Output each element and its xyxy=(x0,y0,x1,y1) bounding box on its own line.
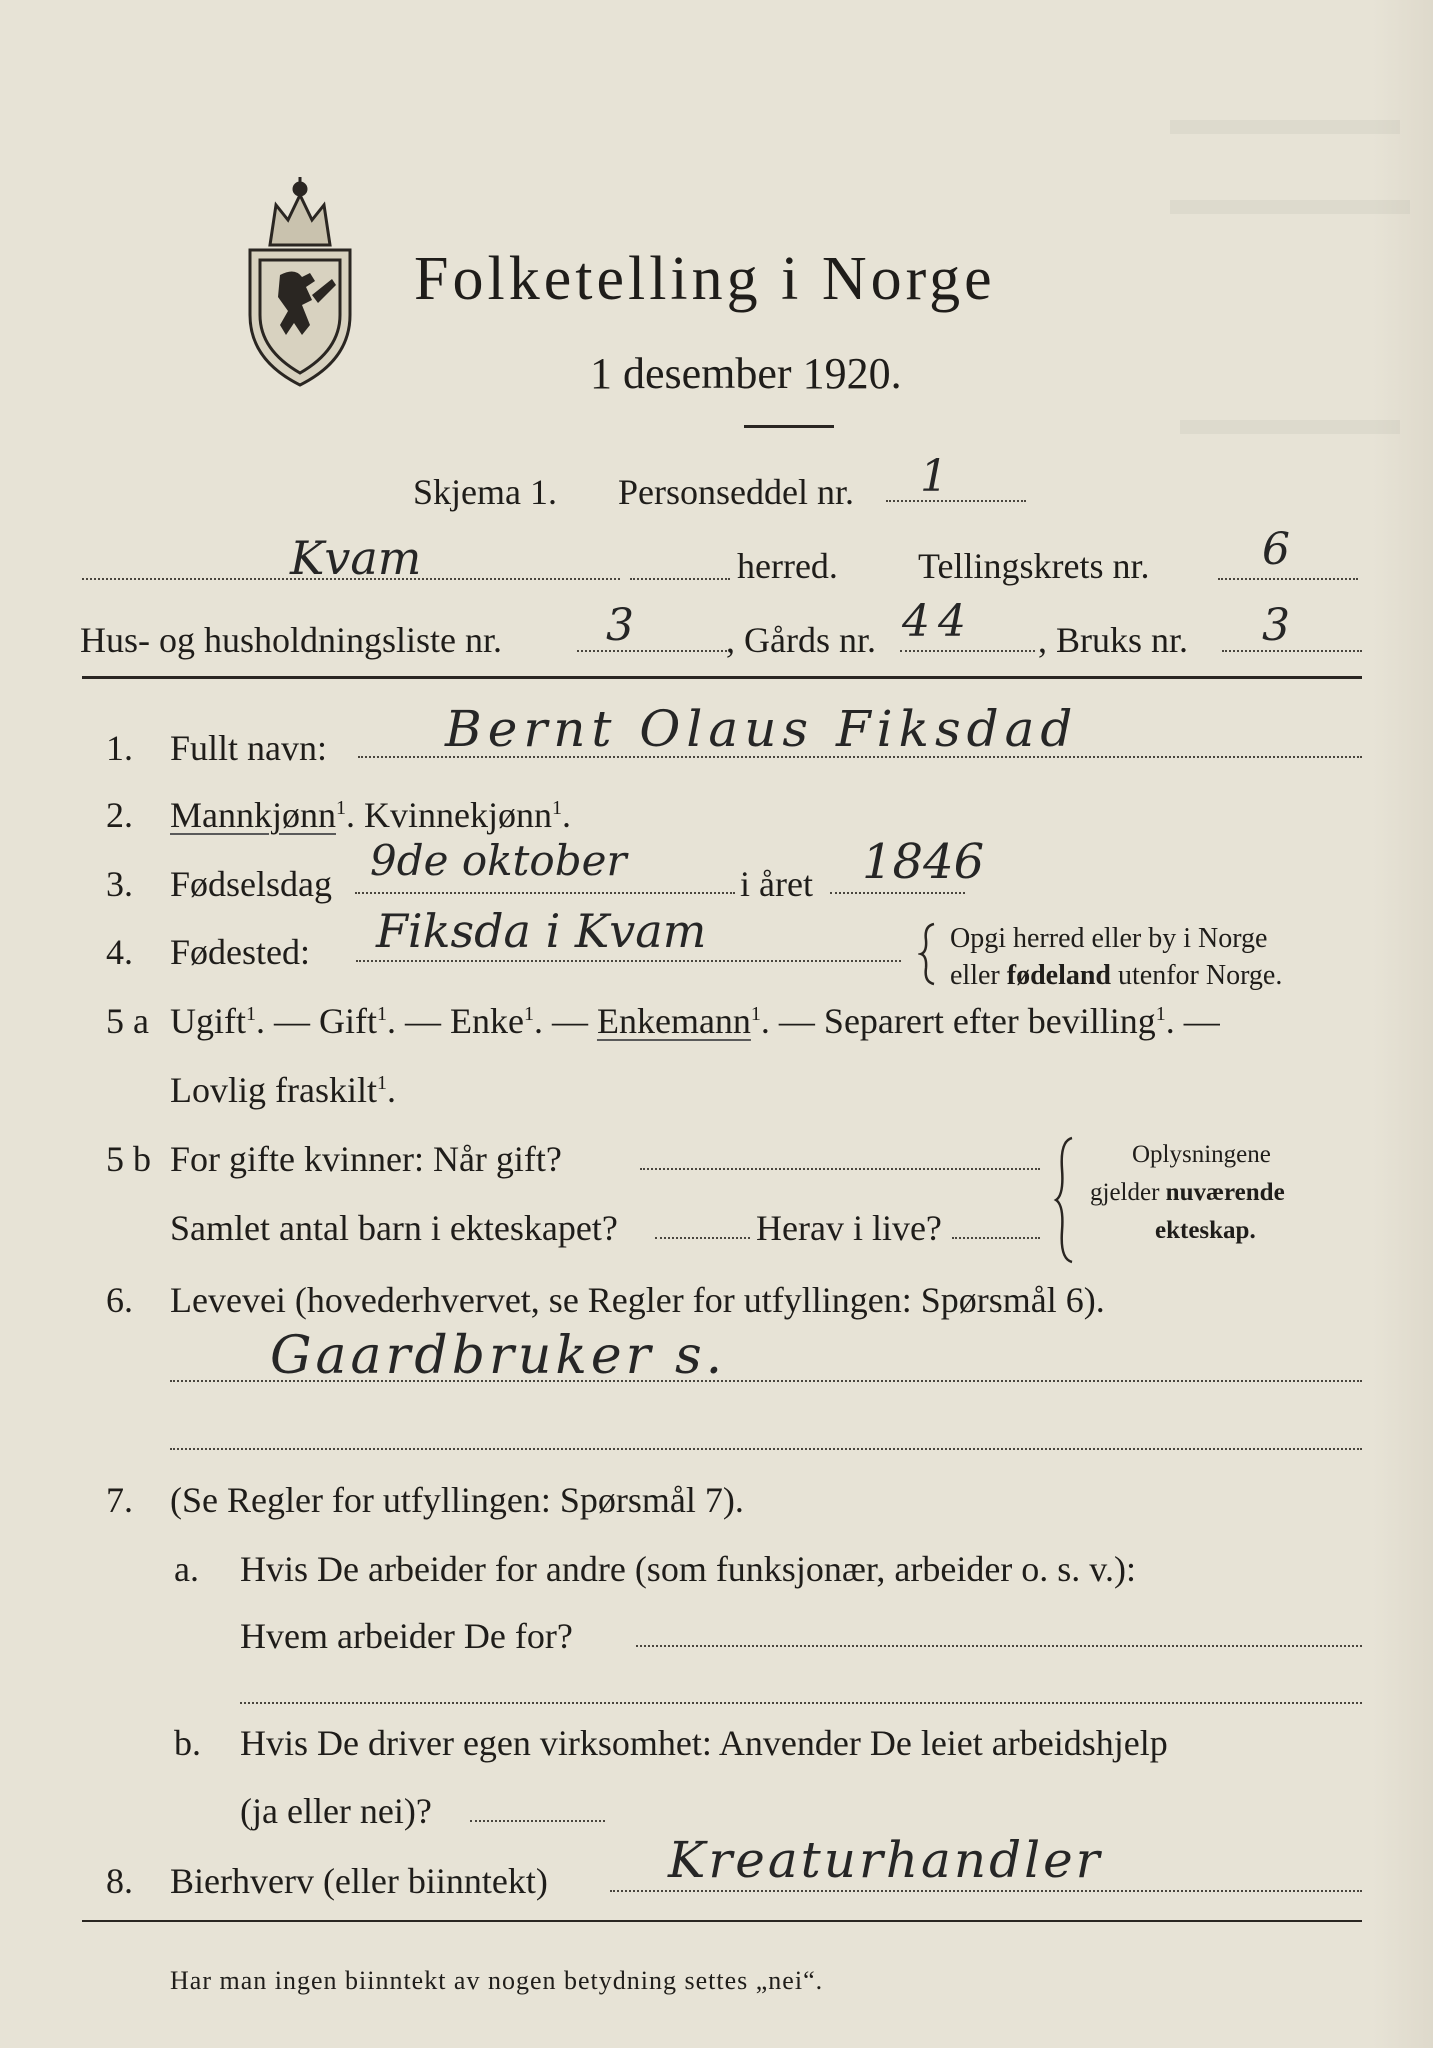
section-rule xyxy=(82,676,1362,679)
option-enke[interactable]: Enke xyxy=(450,1001,524,1041)
occupation-field-line2[interactable] xyxy=(170,1448,1362,1450)
option-ugift[interactable]: Ugift xyxy=(170,1001,246,1041)
bleed-through-mark xyxy=(1180,420,1400,434)
tellingskrets-label: Tellingskrets nr. xyxy=(918,546,1150,586)
birthday-field[interactable] xyxy=(355,892,735,894)
herred-field-extension xyxy=(630,578,730,580)
employer-field-line2[interactable] xyxy=(240,1702,1362,1704)
option-kvinnekjonn[interactable]: Kvinnekjønn xyxy=(364,795,552,835)
birthday-value: 9de oktober xyxy=(370,836,627,885)
side-income-value: Kreaturhandler xyxy=(668,1831,1103,1889)
q5b-note-line3: ekteskap. xyxy=(1155,1217,1256,1244)
option-gift[interactable]: Gift xyxy=(319,1001,377,1041)
bruks-label: , Bruks nr. xyxy=(1038,620,1189,660)
norwegian-lion-coat-of-arms-icon xyxy=(240,175,360,390)
hus-field[interactable] xyxy=(577,650,727,652)
q5b-note-line1: Oplysningene xyxy=(1132,1141,1271,1168)
personseddel-label: Personseddel nr. xyxy=(618,472,854,512)
children-count-field[interactable] xyxy=(655,1237,750,1239)
q5b-number: 5 b xyxy=(106,1139,151,1179)
q7b-letter: b. xyxy=(174,1723,201,1763)
occupation-value: Gaardbruker s. xyxy=(270,1326,727,1386)
personseddel-field[interactable] xyxy=(886,500,1026,502)
left-brace-icon xyxy=(1052,1135,1078,1265)
hus-label: Hus- og husholdningsliste nr. xyxy=(80,620,503,660)
q3-label: Fødselsdag xyxy=(170,864,332,904)
q1-number: 1. xyxy=(106,728,133,768)
skjema-label: Skjema 1. xyxy=(413,472,557,512)
q4-note-line1: Opgi herred eller by i Norge xyxy=(950,923,1268,954)
option-enkemann[interactable]: Enkemann xyxy=(596,1001,751,1041)
q7b-text: Hvis De driver egen virksomhet: Anvender De leiet arbeidshjelp xyxy=(240,1723,1168,1763)
footer-rule xyxy=(82,1920,1362,1922)
q6-number: 6. xyxy=(106,1280,133,1320)
q7a-letter: a. xyxy=(174,1549,199,1589)
birth-year-field[interactable] xyxy=(830,892,965,894)
side-income-field[interactable] xyxy=(610,1890,1362,1892)
q8-label: Bierhverv (eller biinntekt) xyxy=(170,1861,548,1901)
birthplace-value: Fiksda i Kvam xyxy=(376,904,707,958)
census-date: 1 desember 1920. xyxy=(590,349,902,398)
footer-note: Har man ingen biinntekt av nogen betydning settes „nei“. xyxy=(170,1966,824,1995)
tellingskrets-value: 6 xyxy=(1262,524,1290,575)
herred-label: herred. xyxy=(737,546,838,586)
q3-year-label: i året xyxy=(740,864,813,904)
herred-value: Kvam xyxy=(290,531,422,585)
bruks-value: 3 xyxy=(1262,600,1290,651)
q2-options: Mannkjønn$^1$. Kvinnekjønn$^1$. xyxy=(170,795,571,835)
q7a-text: Hvis De arbeider for andre (som funksjonær, arbeider o. s. v.): xyxy=(240,1549,1136,1589)
page-title: Folketelling i Norge xyxy=(414,245,996,313)
employer-field[interactable] xyxy=(636,1645,1362,1647)
birthplace-field[interactable] xyxy=(356,960,901,962)
q4-note-line2: eller fødeland utenfor Norge. xyxy=(950,960,1283,991)
q5a-options: Ugift$^1$. — Gift$^1$. — Enke$^1$. — Enkemann$^1$. — Separert efter bevilling$^1$. — xyxy=(170,1001,1220,1041)
q6-label: Levevei (hovederhvervet, se Regler for utfyllingen: Spørsmål 6). xyxy=(170,1280,1105,1320)
left-brace-icon xyxy=(918,922,938,986)
children-alive-field[interactable] xyxy=(952,1237,1040,1239)
q8-number: 8. xyxy=(106,1861,133,1901)
hired-help-field[interactable] xyxy=(470,1820,605,1822)
q7b-sub-label: (ja eller nei)? xyxy=(240,1791,432,1831)
q5b-children-label: Samlet antal barn i ekteskapet? xyxy=(170,1208,618,1248)
gards-value: 44 xyxy=(902,596,974,647)
q4-number: 4. xyxy=(106,932,133,972)
option-lovlig-fraskilt[interactable]: Lovlig fraskilt xyxy=(170,1070,377,1110)
q5b-note-line2: gjelder nuværende xyxy=(1090,1179,1285,1206)
birth-year-value: 1846 xyxy=(862,834,985,890)
personseddel-value: 1 xyxy=(920,451,948,502)
bruks-field[interactable] xyxy=(1222,650,1362,652)
page-edge-shading xyxy=(1373,0,1433,2048)
q1-label: Fullt navn: xyxy=(170,728,328,768)
title-divider xyxy=(744,425,834,428)
q5b-label: For gifte kvinner: Når gift? xyxy=(170,1139,562,1179)
q3-number: 3. xyxy=(106,864,133,904)
q5a-number: 5 a xyxy=(106,1001,149,1041)
q5a-options-line2: Lovlig fraskilt$^1$. xyxy=(170,1070,396,1110)
q7-number: 7. xyxy=(106,1480,133,1520)
q4-label: Fødested: xyxy=(170,932,310,972)
q7-label: (Se Regler for utfyllingen: Spørsmål 7). xyxy=(170,1480,744,1520)
q5b-alive-label: Herav i live? xyxy=(756,1208,942,1248)
bleed-through-mark xyxy=(1170,120,1400,134)
q7a-sub-label: Hvem arbeider De for? xyxy=(240,1616,573,1656)
gards-field[interactable] xyxy=(900,650,1035,652)
tellingskrets-field[interactable] xyxy=(1218,578,1358,580)
full-name-value: Bernt Olaus Fiksdad xyxy=(445,700,1079,758)
hus-value: 3 xyxy=(606,600,634,651)
gards-label: , Gårds nr. xyxy=(726,620,876,660)
option-mannkjonn[interactable]: Mannkjønn xyxy=(170,795,336,835)
q2-number: 2. xyxy=(106,795,133,835)
married-date-field[interactable] xyxy=(640,1168,1040,1170)
option-separert[interactable]: Separert efter bevilling xyxy=(823,1001,1156,1041)
